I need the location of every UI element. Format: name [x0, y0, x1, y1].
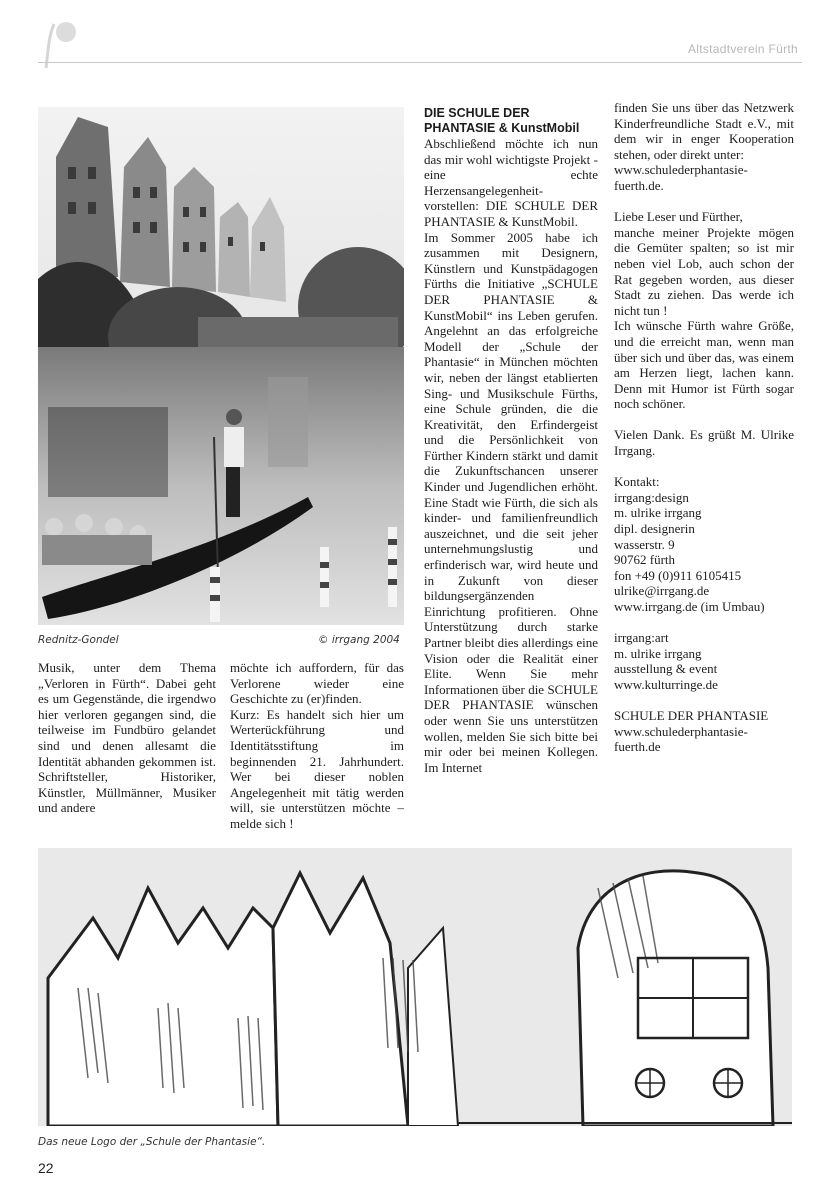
gondola-photo — [38, 107, 404, 625]
col4-paragraph-2: manche meiner Projekte mögen die Gemüter spalten; so ist mir neben viel Lob, auch schon der Rat gegeben worden, aus dieser Stadt zu ziehen. Das werde ich nicht tun ! — [614, 224, 794, 318]
greeting-line: Liebe Leser und Fürther, — [614, 209, 743, 225]
contact-line: ausstellung & event — [614, 661, 718, 677]
contact-line: m. ulrike irrgang — [614, 505, 702, 521]
text-column-1 — [38, 660, 216, 816]
header-title: Altstadtverein Fürth — [687, 42, 798, 56]
contact-block-2 — [614, 630, 794, 692]
contact-line: wasserstr. 9 — [614, 536, 675, 552]
col3-paragraph-2: Im Sommer 2005 habe ich zusammen mit Designern, Künstlern und Kunstpädagogen Fürths die Initiative „SCHULE DER PHANTASIE & KunstMobil“ ins Leben gerufen. Angelehnt an das erfolgreiche Modell der „Schule der Phantasie“ in München möchten wir, neben der längst etablierten Sing- und Musikschule Fürths, eine Schule gründen, die die Kreativität, den Erfindergeist und die Persönlichkeit von Fürther Kindern stärkt und damit die Zukunftschancen unserer Kinder und Jugendlichen erhöht. Eine Stadt wie Fürth, die sich als kinder- und familienfreundlich auszeichnet, und die seit jeher unternehmungslustig und erfinderisch war, wird heute und in Zukunft von dieser bildungsergänzenden Einrichtung profitieren. Ohne Unterstützung durch starke Partner bleibt dies allerdings eine Vision oder die Realität einer Elite. Wenn Sie mehr Informationen über die SCHULE DER PHANTASIE wünschen oder wenn Sie uns unterstützen wollen, melden Sie sich bitte bei mir oder bei meinen Kollegen. Im Internet — [424, 229, 599, 775]
website-link[interactable]: www.schulederphantasie-fuerth.de. — [614, 162, 748, 193]
col4-paragraph-1: finden Sie uns über das Netzwerk Kinderfreundliche Stadt e.V., mit dem wir in enger Kooperation stehen, oder direkt unter: — [614, 100, 794, 162]
contact-website-link[interactable]: www.schulederphantasie-fuerth.de — [614, 723, 748, 755]
contact-website-link[interactable]: www.irrgang.de (im Umbau) — [614, 599, 765, 614]
col2-paragraph-2: Kurz: Es handelt sich hier um Werterückführung und Identitätsstiftung im beginnenden 21. Jahrhundert. Wer bei dieser noblen Angelegenheit mit tätig werden will, sie unterstützen möchte – melde sich ! — [230, 706, 404, 831]
photo-caption-left: Rednitz-Gondel — [38, 634, 119, 646]
contact-line: SCHULE DER PHANTASIE — [614, 708, 769, 724]
drawing-caption: Das neue Logo der „Schule der Phantasie“. — [38, 1136, 266, 1148]
contact-line: irrgang:design — [614, 489, 689, 505]
contact-line: fon +49 (0)911 6105415 — [614, 567, 742, 583]
photo-caption-credit: © irrgang 2004 — [318, 634, 400, 646]
text-column-2 — [230, 660, 404, 832]
contact-line: dipl. designerin — [614, 521, 695, 537]
contact-line: Kontakt: — [614, 474, 660, 490]
child-drawing-logo — [38, 848, 792, 1126]
contact-block — [614, 474, 794, 614]
page-number: 22 — [38, 1160, 54, 1176]
contact-block-3 — [614, 708, 794, 755]
contact-line: 90762 fürth — [614, 552, 676, 568]
col1-paragraph: Musik, unter dem Thema „Verloren in Fürth“. Dabei geht es um Gegenstände, die irgendwo hier verloren gegangen sind, die teilweise im Fundbüro gelandet sind und denen allesamt die Identität abhanden gekommen ist. Schriftsteller, Historiker, Künstler, Müllmänner, Musiker und andere — [38, 660, 216, 816]
contact-website-link[interactable]: www.kulturringe.de — [614, 676, 718, 692]
col4-signoff: Vielen Dank. Es grüßt M. Ulrike Irrgang. — [614, 427, 794, 459]
contact-line: irrgang:art — [614, 630, 669, 646]
contact-line: m. ulrike irrgang — [614, 645, 702, 661]
contact-email-link[interactable]: ulrike@irrgang.de — [614, 583, 710, 599]
col3-paragraph-1: Abschließend möchte ich nun das mir wohl wichtigste Projekt - eine echte Herzensangelegenheit- vorstellen: DIE SCHULE DER PHANTASIE & KunstMobil. — [424, 136, 598, 229]
text-column-3 — [424, 106, 598, 775]
text-column-4 — [614, 100, 794, 755]
header-rule — [38, 62, 802, 63]
col2-paragraph-1: möchte ich auffordern, für das Verlorene wieder eine Geschichte zu (er)finden. — [230, 660, 404, 707]
section-heading: DIE SCHULE DER PHANTASIE & KunstMobil — [424, 106, 580, 135]
col4-paragraph-3: Ich wünsche Fürth wahre Größe, und die erreicht man, wenn man über sich und über das, was einem am Herzen liegt, lachen kann. Denn mit Humor ist Fürth sogar noch schöner. — [614, 318, 794, 412]
